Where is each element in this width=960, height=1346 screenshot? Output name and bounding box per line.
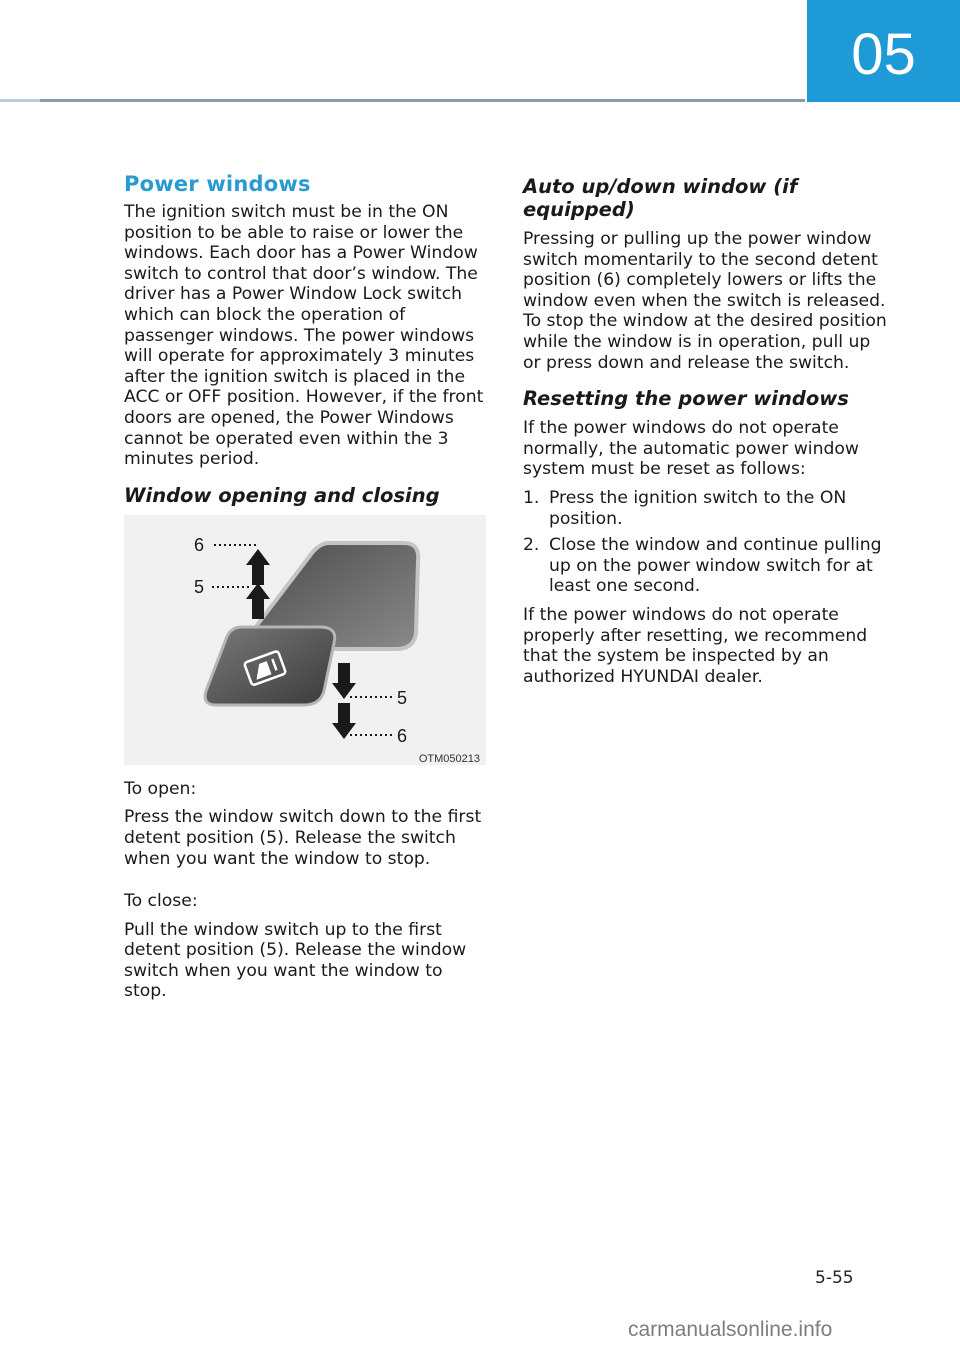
section-title: Power windows <box>124 172 311 196</box>
list-item: 2. Close the window and continue pulling up on the power window switch for at least one second. <box>523 535 882 597</box>
switch-lower-button <box>205 627 335 705</box>
subheading-opening-closing: Window opening and closing <box>124 483 440 507</box>
callout-6-top: 6 <box>194 534 205 555</box>
callout-5-top: 5 <box>194 576 205 597</box>
page-number: 5-55 <box>815 1268 854 1288</box>
figure-code: OTM050213 <box>418 752 480 765</box>
arrow-down-5 <box>332 663 356 699</box>
reset-heading: Resetting the power windows <box>523 387 849 411</box>
auto-updown-heading: Auto up/down window (if equipped) <box>523 175 798 221</box>
watermark: carmanualsonline.info <box>628 1318 833 1341</box>
reset-steps <box>523 488 893 597</box>
close-text: Pull the window switch up to the first detent position (5). Release the window switch when you want the window to stop. <box>124 919 467 1002</box>
window-switch-illustration <box>124 515 486 765</box>
callout-6-bottom: 6 <box>397 725 408 746</box>
close-label: To close: <box>124 891 198 912</box>
arrow-down-6 <box>332 703 356 739</box>
reset-intro: If the power windows do not operate normally, the automatic power window system must be reset as follows: <box>523 418 859 480</box>
arrow-up-6 <box>246 549 270 585</box>
callout-5-bottom: 5 <box>397 687 408 708</box>
left-column <box>124 172 486 1010</box>
intro-paragraph: The ignition switch must be in the ON position to be able to raise or lower the windows. Each door has a Power Window switch to control that door’s window. The driver has a Power Window Lock switch which can block the operation of passenger windows. The power windows will operate for approximately 3 minutes after the ignition switch is placed in the ACC or OFF position. However, if the front doors are opened, the Power Windows cannot be operated even within the 3 minutes period. <box>124 202 484 470</box>
window-switch-figure <box>124 515 486 765</box>
chapter-tab: 05 <box>807 0 960 102</box>
list-item: 1. Press the ignition switch to the ON position. <box>523 487 847 529</box>
open-text: Press the window switch down to the first detent position (5). Release the switch when you want the window to stop. <box>124 807 482 869</box>
right-column <box>523 172 893 695</box>
open-label: To open: <box>124 778 197 799</box>
header-rule-accent <box>0 99 40 102</box>
auto-updown-text: Pressing or pulling up the power window switch momentarily to the second detent position (6) completely lowers or lifts the window even when the switch is released. To stop the window at the desired position while the window is in operation, pull up or press down and release the switch. <box>523 229 887 373</box>
header-rule <box>40 99 805 102</box>
reset-outro: If the power windows do not operate properly after resetting, we recommend that the system be inspected by an authorized HYUNDAI dealer. <box>523 604 868 687</box>
